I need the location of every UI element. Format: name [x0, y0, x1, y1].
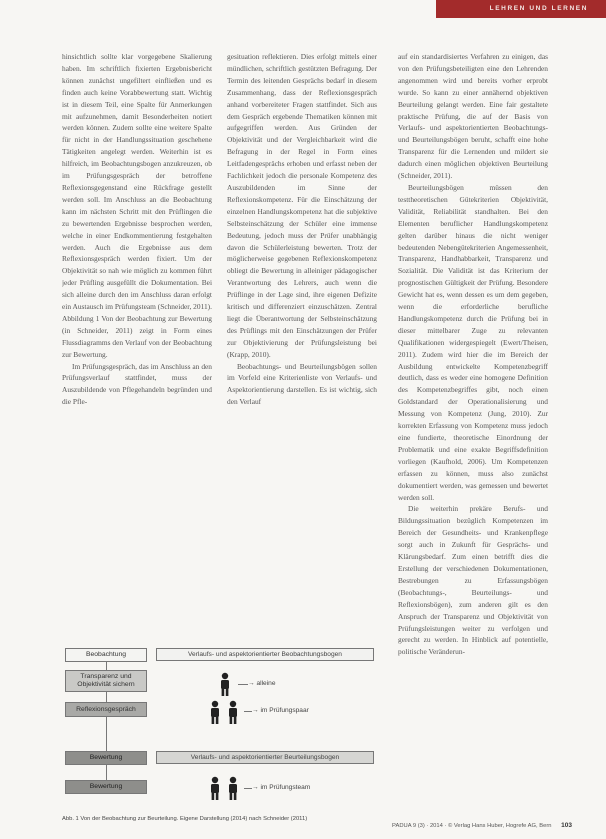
label-pruefungsteam: → im Prüfungsteam	[252, 784, 311, 791]
paragraph: gesituation reflektieren. Dies erfolgt mittels einer mündlichen, schriftlich gestützten Befragung. Der Termin des leitenden Gesprächs bedarf in diesem Zusammenhang, dass der Reflexionsgespräch anhand vorbereiteter Fragen stattfindet. Sich aus dem Gespräch ergebende Thematiken können mit aufgegriffen werden. Aus Gründen der Objektivität und der Vergleichbarkeit wird die Befragung in der Regel in Form eines Leitfadengesprächs erhoben und erfasst neben der Fachlichkeit jedoch die personale Kompetenz des Auszubildenden im Sinne der Reflexionskompetenz. Für die Einschätzung der einzelnen Handlungskompetenz hat die subjektive Selbsteinschätzung der Schüler eine immense Bedeutung, jedoch muss der Prüfer unabhängig davon die Schülerleistung bewerten. Trotz der möglicherweise gegebenen Reflexionskompetenz obliegt die Bewertung in alleiniger pädagogischer Verantwortung des Lehrers, auch wenn die Prüflinge in der Lage sind, ihre eigenen Defizite kritisch und differenziert einzuschätzen. Zentral liegt die Überantwortung der Selbsteinschätzung des Prüflings mit den Einschätzungen der Prüfer zur Objektivierung der Prüfungsleistung bei (Krapp, 2010).	[227, 52, 377, 359]
box-reflexionsgespraech: Reflexionsgespräch	[65, 702, 147, 717]
paragraph: Die weiterhin prekäre Berufs- und Bildungssituation bezüglich Kompetenzen im Bereich der Gesundheits- und Krankenpflege sorgt auch in Zukunft für Gesprächs- und Klärungsbedarf. Zum einen betrifft dies die Erstellung der verschiedenen Dokumentationen, Bestrebungen zu Erfassungsbögen (Beobachtungs-, Beurteilungs- und Reflexionsbögen), zum anderen gilt es den Anspruch der Transparenz und Objektivität von Prüfungsleistungen weiter zu verfolgen und gerecht zu werden. In Hinblick auf potentielle, politische Veränderun-	[398, 504, 548, 657]
paragraph: Im Prüfungsgespräch, das im Anschluss an den Prüfungsverlauf stattfindet, muss der Auszubildende von Pflegehandeln begründen und die Pfle-	[62, 361, 212, 407]
box-transparenz: Transparenz und Objektivität sichern	[65, 670, 147, 692]
connector-line	[106, 765, 107, 780]
connector-line	[106, 662, 107, 670]
label-alleine: → alleine	[248, 680, 276, 687]
figure-caption: Abb. 1 Von der Beobachtung zur Beurteilung. Eigene Darstellung (2014) nach Schneider (2011)	[62, 816, 308, 822]
page-footer	[372, 822, 572, 829]
paragraph: Beurteilungsbögen müssen den testtheoretischen Gütekriterien Objektivität, Validität, Reliabilität standhalten. Bei den Elementen beruflicher Handlungskompetenz gelten darüber hinaus die nicht weniger bedeutenden Nebengütekriterien Angemessenheit, Transparenz, Handhabbarkeit, Transparenz und Sozialität. Die Validität ist das Kriterium der prognostischen Gültigkeit der Prüfung. Besondere Gewicht hat es, wenn dessen es um dem gegeben, wenn die erforderliche berufliche Handlungskompetenz durch die Prüfung bei in dieser mittelbarer Zuge zu relevanten Qualifikationen widergespiegelt (Ewert/Theisen, 2011). Zudem wird hier die im Bereich der Ausbildung entwickelte Kompetenzbegriff deutlich, dass es weder eine homogene Definition des Kompetenzbegriffes gibt, noch einen Goldstandard der Operationalisierung und Messung von Kompetenz (Jung, 2010). Zur korrekten Erfassung von Kompetenz muss jedoch eine fundierte, theoretische Einordnung der Problematik und eine exakte Begriffsdefinition vorliegen (Kaufhold, 2006). Um Kompetenzen erfassen zu können, muss also zunächst dokumentiert werden, was gemessen und bewertet werden soll.	[398, 182, 548, 502]
box-beobachtung: Beobachtung	[65, 648, 147, 662]
page-number: 103	[561, 822, 572, 829]
box-beobachtungsbogen: Verlaufs- und aspektorientierter Beobachtungsbogen	[156, 648, 374, 661]
paragraph: Beobachtungs- und Beurteilungsbögen sollen im Vorfeld eine Kriterienliste von Verlaufs- und Aspektorientierung darstellen. Es ist wichtig, sich den Verlauf	[227, 361, 377, 407]
arrow-line	[244, 788, 252, 789]
text-column-3	[398, 51, 548, 793]
connector-line	[106, 717, 107, 751]
box-beurteilungsbogen: Verlaufs- und aspektorientierter Beurteilungsbogen	[156, 751, 374, 764]
journal-info: PADUA 9 (3) · 2014 · © Verlag Hans Huber, Hogrefe AG, Bern	[392, 823, 552, 829]
section-banner: LEHREN UND LERNEN	[436, 0, 606, 18]
people-pair-icon	[206, 700, 242, 724]
flow-diagram	[62, 640, 380, 812]
text-column-2	[227, 51, 377, 633]
people-team-icon	[206, 776, 242, 800]
connector-line	[106, 692, 107, 702]
text-column-1	[62, 51, 212, 633]
paragraph: auf ein standardisiertes Verfahren zu einigen, das von den Prüfungsbeteiligten eine den Lehrenden angenommen wird und bereits vorher erprobt wurde. So kann zu einer annähernd objektiven Beurteilung gelangt werden. Eine fair gestaltete praktische Prüfung, die auf der Basis von Verlaufs- und aspektorientierten Beobachtungs- und Beurteilungsbögen beruht, schafft eine hohe Transparenz für die Lernenden und mildert sie dadurch einen möglichen objektiven Beurteilung (Schneider, 2011).	[398, 52, 548, 181]
box-bewertung-team: Bewertung	[65, 780, 147, 794]
arrow-line	[238, 684, 248, 685]
arrow-line	[244, 711, 252, 712]
box-bewertung: Bewertung	[65, 751, 147, 765]
person-icon	[214, 672, 236, 696]
label-pruefungspaar: → im Prüfungspaar	[252, 707, 309, 714]
paragraph: hinsichtlich sollte klar vorgegebene Skalierung haben. Im schriftlich fixierten Ergebnisbericht können zunächst ungefiltert einfließen und es finden auch keine Vorabbewertung statt. Wichtig ist in diesem Teil, eine Spalte für Anmerkungen mit aufzunehmen, damit Besonderheiten notiert werden können. Zudem sollte eine weitere Spalte für nicht in der Handlungssituation geschehene Tätigkeiten angelegt werden. Weiterhin ist es hilfreich, im Beobachtungsbogen anzukreuzen, ob im Prüfungsgespräch der betroffene Reflexionsgegenstand eine Rückfrage gestellt werden soll. Im Anschluss an die Beobachtung kann im nächsten Schritt mit den Prüflingen die zu bewertenden Ergebnisse besprochen werden, welche in einer Endkommentierung festgehalten werden. Auch die Ergebnisse aus dem Reflexionsgespräch werden fixiert. Um der Objektivität so nah wie möglich zu kommen führt jeder Prüfling ausgefüllt die Dokumentation. Bei sich alleine durch den im Anschluss daran erfolgt ein Austausch im Prüfungsteam (Schneider, 2011). Abbildung 1 Von der Beobachtung zur Bewertung (in Schneider, 2011) zeigt in Form eines Flussdiagramms den Verlauf von der Beobachtung zur Bewertung.	[62, 52, 212, 359]
